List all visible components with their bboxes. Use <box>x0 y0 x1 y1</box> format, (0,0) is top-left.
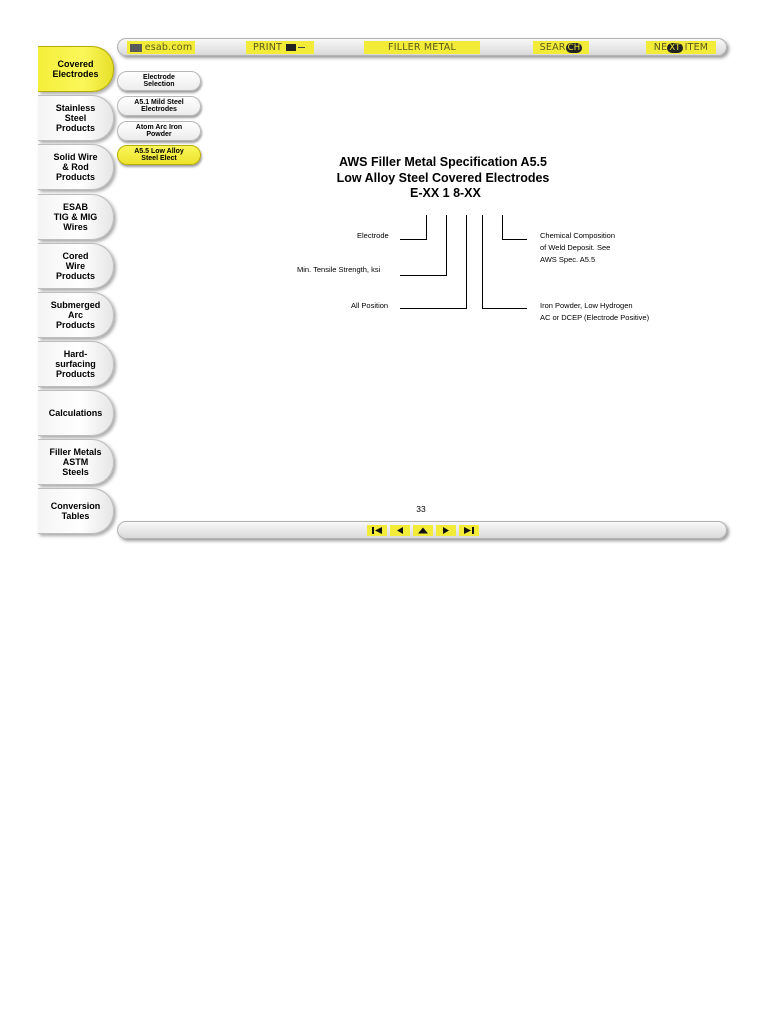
nav-label: Hard- surfacing Products <box>55 349 96 379</box>
first-page-icon <box>367 525 387 536</box>
nav-conversion-tables[interactable] <box>38 488 114 534</box>
nav-hardsurfacing[interactable] <box>38 341 114 387</box>
connector-line <box>482 308 527 309</box>
page-title-line2: Low Alloy Steel Covered Electrodes <box>336 171 550 185</box>
nav-stainless-steel[interactable] <box>38 95 114 141</box>
nav-label: Covered Electrodes <box>52 59 99 79</box>
filler-metal-button[interactable] <box>364 41 480 54</box>
print-button[interactable] <box>246 41 314 54</box>
up-icon <box>413 525 433 536</box>
print-page-icon <box>286 44 296 51</box>
electrode-designation: E-XX 1 8-XX <box>410 186 481 200</box>
esab-logo-icon <box>130 44 142 52</box>
next-item-button[interactable] <box>646 41 716 54</box>
last-page-icon <box>459 525 479 536</box>
label-iron-1: Iron Powder, Low Hydrogen <box>540 301 633 310</box>
subnav-label: A5.1 Mild Steel Electrodes <box>134 98 184 113</box>
nav-submerged-arc[interactable] <box>38 292 114 338</box>
nav-label: Calculations <box>48 408 103 418</box>
subnav-label: Electrode Selection <box>143 73 175 88</box>
nav-label: Filler Metals ASTM Steels <box>49 447 102 477</box>
nav-solid-wire[interactable] <box>38 144 114 190</box>
search-label: SEAR <box>539 42 566 53</box>
logo-text: esab.com <box>144 42 193 53</box>
page-number: 33 <box>416 504 426 514</box>
nav-label: Cored Wire Products <box>55 251 95 281</box>
nav-calculations[interactable] <box>38 390 114 436</box>
last-page-button[interactable] <box>459 525 479 536</box>
label-all-position: All Position <box>351 301 389 310</box>
next-item-label: ITEM <box>684 42 709 53</box>
next-label: NE <box>653 42 668 53</box>
connector-line <box>466 215 467 309</box>
subnav-a51-mild-steel[interactable] <box>117 96 201 116</box>
label-electrode: Electrode <box>357 231 389 240</box>
previous-page-button[interactable] <box>390 525 410 536</box>
connector-line <box>426 215 427 239</box>
first-page-button[interactable] <box>367 525 387 536</box>
print-line-icon <box>298 47 305 48</box>
connector-line <box>400 275 447 276</box>
top-toolbar <box>117 38 727 56</box>
nav-covered-electrodes[interactable] <box>38 46 114 92</box>
connector-line <box>502 215 503 239</box>
previous-icon <box>390 525 410 536</box>
label-chem-3: AWS Spec. A5.5 <box>540 255 596 264</box>
search-button[interactable] <box>533 41 589 54</box>
subnav-label: Atom Arc Iron Powder <box>135 123 183 138</box>
nav-label: Submerged Arc Products <box>50 300 101 330</box>
nav-label: Stainless Steel Products <box>55 103 96 133</box>
nav-label: Solid Wire & Rod Products <box>53 152 98 182</box>
nav-tig-mig-wires[interactable] <box>38 194 114 240</box>
label-chem-1: Chemical Composition <box>540 231 616 240</box>
esab-logo-link[interactable] <box>127 41 195 54</box>
connector-line <box>446 215 447 276</box>
up-button[interactable] <box>413 525 433 536</box>
connector-line <box>482 215 483 309</box>
connector-line <box>400 308 467 309</box>
subnav-electrode-selection[interactable] <box>117 71 201 91</box>
print-label: PRINT <box>252 42 283 53</box>
connector-line <box>400 239 427 240</box>
subnav-atom-arc[interactable] <box>117 121 201 141</box>
subnav-a55-low-alloy[interactable] <box>117 145 201 165</box>
next-page-button[interactable] <box>436 525 456 536</box>
nav-label: ESAB TIG & MIG Wires <box>53 202 98 232</box>
label-iron-2: AC or DCEP (Electrode Positive) <box>540 313 650 322</box>
next-highlight: XT <box>669 42 681 53</box>
label-tensile-strength: Min. Tensile Strength, ksi <box>297 265 381 274</box>
connector-line <box>502 239 527 240</box>
label-chem-2: of Weld Deposit. See <box>540 243 611 252</box>
search-highlight: CH <box>567 42 581 53</box>
page-title-line1: AWS Filler Metal Specification A5.5 <box>339 155 547 169</box>
filler-metal-label: FILLER METAL <box>388 42 456 53</box>
nav-cored-wire[interactable] <box>38 243 114 289</box>
nav-label: Conversion Tables <box>50 501 101 521</box>
nav-filler-metals-astm[interactable] <box>38 439 114 485</box>
subnav-label: A5.5 Low Alloy Steel Elect <box>134 147 184 162</box>
next-icon <box>436 525 456 536</box>
